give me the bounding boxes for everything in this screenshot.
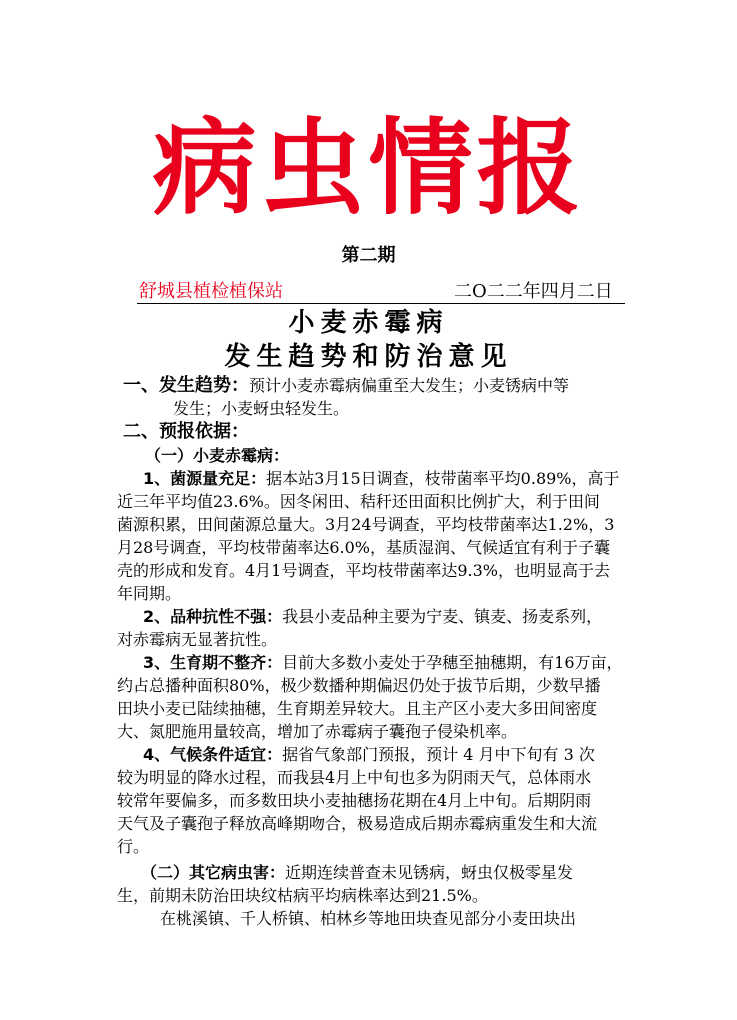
article-title-line2: 发生趋势和防治意见 [224, 342, 513, 372]
paragraph-lead: 3、生育期不整齐： [143, 653, 283, 672]
issue-date: 二O二二年四月二日 [454, 281, 613, 302]
paragraph-lead: 1、菌源量充足： [143, 469, 267, 488]
paragraph-lead: 4、气候条件适宜： [143, 745, 283, 764]
paragraph-line: 行。 [117, 837, 150, 856]
paragraph-text: 我县小麦品种主要为宁麦、镇麦、扬麦系列， [282, 607, 603, 626]
paragraph-line: 天气及子囊孢子释放高峰期吻合，极易造成后期赤霉病重发生和大流 [117, 814, 598, 833]
section-heading: 二、预报依据： [123, 421, 249, 442]
paragraph-text: 近期连续普查未见锈病，蚜虫仅极零星发 [285, 863, 574, 882]
paragraph-line: 对赤霉病无显著抗性。 [117, 630, 278, 649]
article-title-line1: 小麦赤霉病 [288, 308, 449, 338]
paragraph-line [143, 651, 623, 674]
paragraph-line [143, 605, 602, 628]
subsection-heading: （一）小麦赤霉病： [145, 446, 290, 465]
paragraph-line: 大、氮肥施用量较高，增加了赤霉病子囊孢子侵染机率。 [117, 722, 518, 741]
paragraph-line: 菌源积累，田间菌源总量大。3月24号调查，平均枝带菌率达1.2%，3 [117, 515, 615, 534]
masthead-title: 病虫情报 [152, 107, 585, 229]
header-rule [137, 303, 625, 304]
paragraph-lead: 2、品种抗性不强： [143, 607, 283, 626]
organization-name: 舒城县植检植保站 [139, 281, 283, 302]
paragraph-line: 壳的形成和发育。4月1号调查，平均枝带菌率达9.3%，也明显高于去 [117, 561, 611, 580]
paragraph-line: 较为明显的降水过程，而我县4月上中旬也多为阴雨天气，总体雨水 [117, 768, 592, 787]
paragraph-line [143, 743, 595, 766]
paragraph-line: 近三年平均值23.6%。因冬闲田、秸秆还田面积比例扩大，利于田间 [117, 492, 600, 511]
paragraph-line [141, 861, 573, 884]
section-trend [123, 374, 569, 398]
paragraph-text: 据本站3月15日调查，枝带菌率平均0.89%，高于 [266, 469, 620, 488]
paragraph-text: 据省气象部门预报，预计 4 月中下旬有 3 次 [282, 745, 595, 764]
paragraph-line: 约占总播种面积80%，极少数播种期偏迟仍处于拔节后期，少数早播 [117, 676, 601, 695]
paragraph-line: 在桃溪镇、千人桥镇、柏林乡等地田块查见部分小麦田块出 [160, 909, 577, 928]
section-heading: 一、发生趋势： [123, 375, 249, 396]
paragraph-line: 年同期。 [117, 584, 182, 603]
paragraph-text: 预计小麦赤霉病偏重至大发生；小麦锈病中等 [249, 376, 570, 395]
paragraph-line: 较常年要偏多，而多数田块小麦抽穗扬花期在4月上中旬。后期阴雨 [117, 791, 592, 810]
paragraph-line: 生，前期未防治田块纹枯病平均病株率达到21.5%。 [117, 886, 488, 905]
paragraph-text: 发生；小麦蚜虫轻发生。 [173, 399, 350, 418]
subsection-heading: （二）其它病虫害： [141, 863, 286, 882]
paragraph-line: 田块小麦已陆续抽穗，生育期差异较大。且主产区小麦大多田间密度 [117, 699, 598, 718]
paragraph-line: 月28号调查，平均枝带菌率达6.0%，基质湿润、气候适宜有利于子囊 [117, 538, 611, 557]
issue-number: 第二期 [341, 245, 396, 266]
paragraph-line [143, 467, 620, 490]
paragraph-text: 目前大多数小麦处于孕穗至抽穗期，有16万亩， [282, 653, 623, 672]
